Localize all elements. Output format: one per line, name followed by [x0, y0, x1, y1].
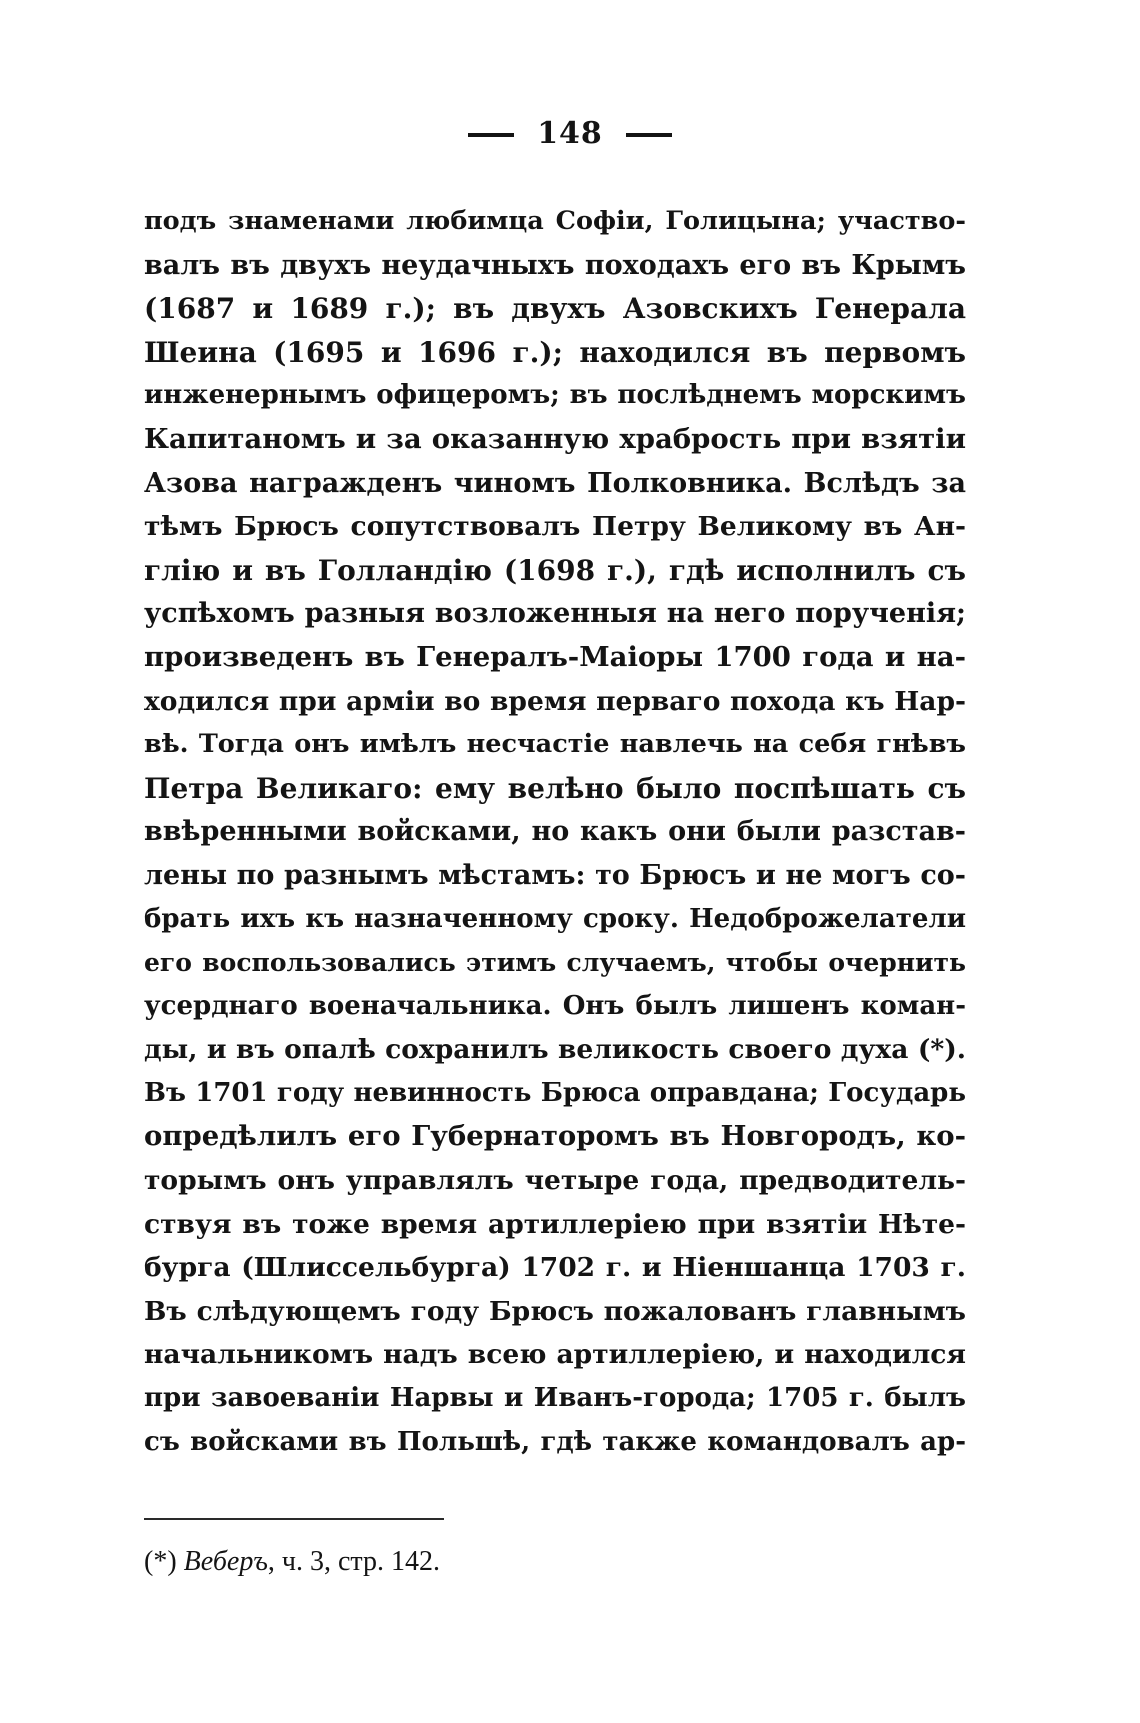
body-line: лены по разнымъ мѣстамъ: то Брюсъ и не могъ со-: [144, 859, 966, 891]
body-line: Шеина (1695 и 1696 г.); находился въ первомъ: [144, 335, 966, 369]
body-line: бурга (Шлиссельбурга) 1702 г. и Ніеншанца 1703 г.: [144, 1252, 966, 1284]
footnote-reference: , ч. 3, стр. 142.: [267, 1546, 440, 1577]
body-line: успѣхомъ разныя возложенныя на него порученія;: [144, 598, 966, 630]
body-line: произведенъ въ Генералъ-Маіоры 1700 года и на-: [144, 640, 966, 673]
body-line: опредѣлилъ его Губернаторомъ въ Новгородъ, ко-: [144, 1120, 966, 1153]
body-line: Капитаномъ и за оказанную храбрость при взятіи: [144, 422, 966, 455]
body-line: вѣ. Тогда онъ имѣлъ несчастіе навлечь на себя гнѣвъ: [144, 729, 966, 760]
body-paragraph: [144, 200, 966, 1464]
footnote-author: Веберъ: [183, 1546, 268, 1577]
footnote-marker: (*): [144, 1546, 177, 1577]
page-number: 148: [537, 116, 603, 151]
footnote: [144, 1542, 440, 1582]
body-line: Въ слѣдующемъ году Брюсъ пожалованъ главнымъ: [144, 1295, 966, 1327]
body-line: валъ въ двухъ неудачныхъ походахъ его въ Крымъ: [144, 249, 966, 281]
body-line: ды, и въ опалѣ сохранилъ великость своего духа (*).: [144, 1034, 966, 1066]
body-line: (1687 и 1689 г.); въ двухъ Азовскихъ Генерала: [144, 292, 966, 326]
body-line: начальникомъ надъ всею артиллеріею, и находился: [144, 1339, 966, 1371]
body-line: брать ихъ къ назначенному сроку. Недоброжелатели: [144, 903, 966, 934]
page-number-dash-left: [468, 133, 514, 137]
body-line: глію и въ Голландію (1698 г.), гдѣ исполнилъ съ: [144, 553, 966, 587]
body-line: усерднаго военачальника. Онъ былъ лишенъ коман-: [144, 990, 966, 1021]
footnote-separator: [144, 1518, 444, 1520]
body-line: его воспользовались этимъ случаемъ, чтобы очернить: [144, 948, 966, 978]
page-number-dash-right: [626, 133, 672, 137]
body-line: ствуя въ тоже время артиллеріею при взятіи Нѣте-: [144, 1208, 966, 1240]
body-line: Азова награжденъ чиномъ Полковника. Вслѣдъ за: [144, 467, 966, 499]
body-line: ходился при арміи во время перваго похода къ Нар-: [144, 685, 966, 717]
body-line: подъ знаменами любимца Софіи, Голицына; участво-: [144, 206, 966, 236]
body-line: инженернымъ офицеромъ; въ послѣднемъ морскимъ: [144, 380, 966, 411]
body-line: при завоеваніи Нарвы и Иванъ-города; 1705 г. былъ: [144, 1383, 966, 1414]
body-line: Петра Великаго: ему велѣно было поспѣшать съ: [144, 771, 966, 805]
body-line: тѣмъ Брюсъ сопутствовалъ Петру Великому въ Ан-: [144, 511, 966, 543]
body-line: съ войсками въ Польшѣ, гдѣ также командовалъ ар-: [144, 1426, 966, 1457]
page-number-header: [0, 116, 1140, 151]
body-line: Въ 1701 году невинность Брюса оправдана; Государь: [144, 1077, 966, 1108]
body-line: ввѣренными войсками, но какъ они были разстав-: [144, 816, 966, 848]
body-line: торымъ онъ управлялъ четыре года, предводитель-: [144, 1165, 966, 1197]
